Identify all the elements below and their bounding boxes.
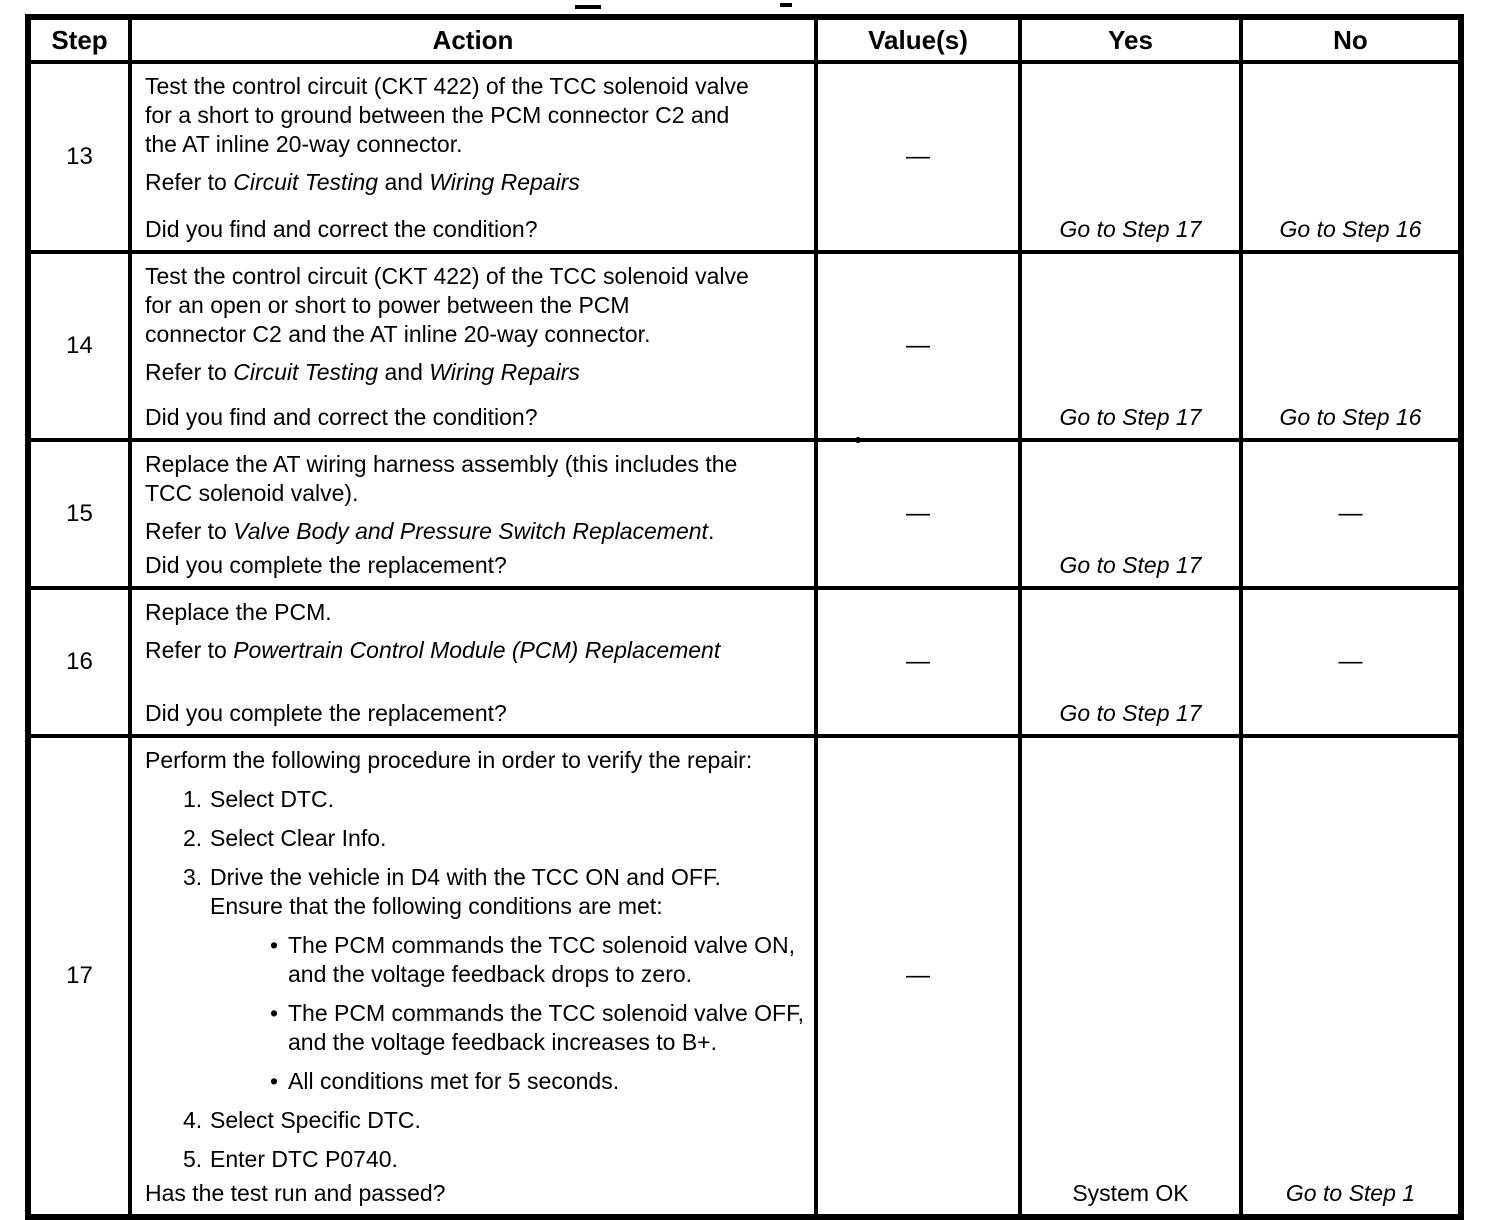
- yes-cell: [1020, 62, 1241, 252]
- value-cell: [816, 252, 1020, 440]
- bullet-item: [270, 931, 806, 989]
- item-text: Select DTC.: [210, 786, 334, 812]
- step-number: 17: [28, 736, 130, 1217]
- item-text: Drive the vehicle in D4 with the TCC ON and OFF.: [210, 864, 721, 890]
- bullet-text: and the voltage feedback drops to zero.: [288, 961, 693, 987]
- header-step: Step: [28, 17, 130, 62]
- step-16-row: [28, 588, 1461, 736]
- header-row: [28, 17, 1461, 62]
- value-cell: [816, 588, 1020, 736]
- bullet-icon: •: [270, 1000, 279, 1026]
- numbered-item: [183, 863, 806, 921]
- yes-cell: [1020, 440, 1241, 588]
- yes-answer: Go to Step 17: [1059, 216, 1202, 242]
- no-answer: Go to Step 16: [1279, 404, 1422, 430]
- refer-text: Refer to: [145, 518, 234, 544]
- question-text: Did you complete the replacement?: [145, 552, 507, 578]
- bullet-item: [270, 1067, 806, 1096]
- refer-doc-title: Powertrain Control Module (PCM) Replacement: [233, 637, 721, 663]
- action-line: for an open or short to power between the PCM: [145, 292, 630, 318]
- item-number: 3.: [183, 864, 203, 890]
- item-text: Select Clear Info.: [210, 825, 387, 851]
- action-cell: [130, 252, 816, 440]
- question-text: Did you complete the replacement?: [145, 700, 507, 726]
- bullet-item: [270, 999, 806, 1057]
- no-cell: [1241, 736, 1461, 1217]
- bullet-text: The PCM commands the TCC solenoid valve OFF,: [288, 1000, 804, 1026]
- bullet-text: and the voltage feedback increases to B+.: [288, 1029, 717, 1055]
- step-number: 15: [28, 440, 130, 588]
- action-cell: [130, 62, 816, 252]
- numbered-item: [183, 1145, 806, 1174]
- item-text: Enter DTC P0740.: [210, 1146, 398, 1172]
- no-dash: —: [1338, 648, 1363, 675]
- action-line: Test the control circuit (CKT 422) of the TCC solenoid valve: [145, 263, 749, 289]
- action-line: for a short to ground between the PCM connector C2 and: [145, 102, 730, 128]
- item-number: 5.: [183, 1146, 203, 1172]
- refer-note: [145, 168, 806, 197]
- question-text: Did you find and correct the condition?: [145, 404, 538, 430]
- scan-speck: [780, 3, 792, 7]
- action-cell: [130, 440, 816, 588]
- action-line: Replace the AT wiring harness assembly (this includes the: [145, 451, 738, 477]
- item-number: 4.: [183, 1107, 203, 1133]
- refer-doc-title: Circuit Testing: [233, 359, 379, 385]
- value-dash: —: [906, 332, 930, 359]
- refer-doc-title: Wiring Repairs: [429, 359, 580, 385]
- numbered-item: [183, 824, 806, 853]
- yes-cell: [1020, 252, 1241, 440]
- refer-doc-title: Circuit Testing: [233, 169, 379, 195]
- action-line: Test the control circuit (CKT 422) of the TCC solenoid valve: [145, 73, 749, 99]
- refer-note: [145, 517, 806, 546]
- value-dash: —: [906, 500, 930, 527]
- scan-speck: [575, 5, 601, 9]
- value-cell: [816, 440, 1020, 588]
- action-text: [145, 72, 806, 159]
- no-cell: [1241, 252, 1461, 440]
- step-number: 14: [28, 252, 130, 440]
- action-line: the AT inline 20-way connector.: [145, 131, 463, 157]
- no-dash: —: [1338, 500, 1363, 527]
- refer-note: [145, 636, 806, 665]
- question-text: Has the test run and passed?: [145, 1180, 446, 1206]
- numbered-item: [183, 785, 806, 814]
- action-line: connector C2 and the AT inline 20-way connector.: [145, 321, 651, 347]
- yes-answer: System OK: [1072, 1180, 1189, 1206]
- numbered-item: [183, 1106, 806, 1135]
- yes-answer: Go to Step 17: [1059, 552, 1202, 578]
- bullet-icon: •: [270, 1068, 279, 1094]
- value-cell: [816, 62, 1020, 252]
- header-action: Action: [130, 17, 816, 62]
- header-yes: Yes: [1020, 17, 1241, 62]
- no-answer: Go to Step 1: [1285, 1180, 1416, 1206]
- header-values: Value(s): [816, 17, 1020, 62]
- step-13-row: [28, 62, 1461, 252]
- bullet-icon: •: [270, 932, 279, 958]
- yes-cell: [1020, 588, 1241, 736]
- refer-note: [145, 358, 806, 387]
- yes-answer: Go to Step 17: [1059, 404, 1202, 430]
- value-dash: —: [906, 143, 930, 170]
- yes-cell: [1020, 736, 1241, 1217]
- step-number: 16: [28, 588, 130, 736]
- diagnostic-table: [25, 14, 1464, 1220]
- action-text: [145, 450, 806, 508]
- refer-text: and: [378, 359, 430, 385]
- refer-doc-title: Valve Body and Pressure Switch Replacement: [233, 518, 708, 544]
- bullet-text: All conditions met for 5 seconds.: [288, 1068, 620, 1094]
- refer-text: Refer to: [145, 637, 234, 663]
- refer-text: and: [378, 169, 430, 195]
- refer-text: .: [707, 518, 715, 544]
- value-dash: —: [906, 962, 930, 989]
- refer-doc-title: Wiring Repairs: [429, 169, 580, 195]
- action-text: [145, 598, 806, 627]
- no-answer: Go to Step 16: [1279, 216, 1422, 242]
- bullet-text: The PCM commands the TCC solenoid valve ON,: [288, 932, 796, 958]
- yes-answer: Go to Step 17: [1059, 700, 1202, 726]
- action-line: Replace the PCM.: [145, 599, 332, 625]
- step-15-row: [28, 440, 1461, 588]
- action-cell: [130, 588, 816, 736]
- refer-text: Refer to: [145, 359, 234, 385]
- procedure-intro: Perform the following procedure in order to verify the repair:: [145, 747, 753, 773]
- header-no: No: [1241, 17, 1461, 62]
- action-cell: [130, 736, 816, 1217]
- action-line: TCC solenoid valve).: [145, 480, 359, 506]
- item-text: Select Specific DTC.: [210, 1107, 421, 1133]
- step-number: 13: [28, 62, 130, 252]
- no-cell: [1241, 588, 1461, 736]
- no-cell: [1241, 62, 1461, 252]
- item-number: 2.: [183, 825, 203, 851]
- item-number: 1.: [183, 786, 203, 812]
- item-text: Ensure that the following conditions are met:: [210, 893, 663, 919]
- value-cell: [816, 736, 1020, 1217]
- step-17-row: [28, 736, 1461, 1217]
- question-text: Did you find and correct the condition?: [145, 216, 538, 242]
- step-14-row: [28, 252, 1461, 440]
- no-cell: [1241, 440, 1461, 588]
- refer-text: Refer to: [145, 169, 234, 195]
- action-text: [145, 262, 806, 349]
- value-dash: —: [906, 648, 930, 675]
